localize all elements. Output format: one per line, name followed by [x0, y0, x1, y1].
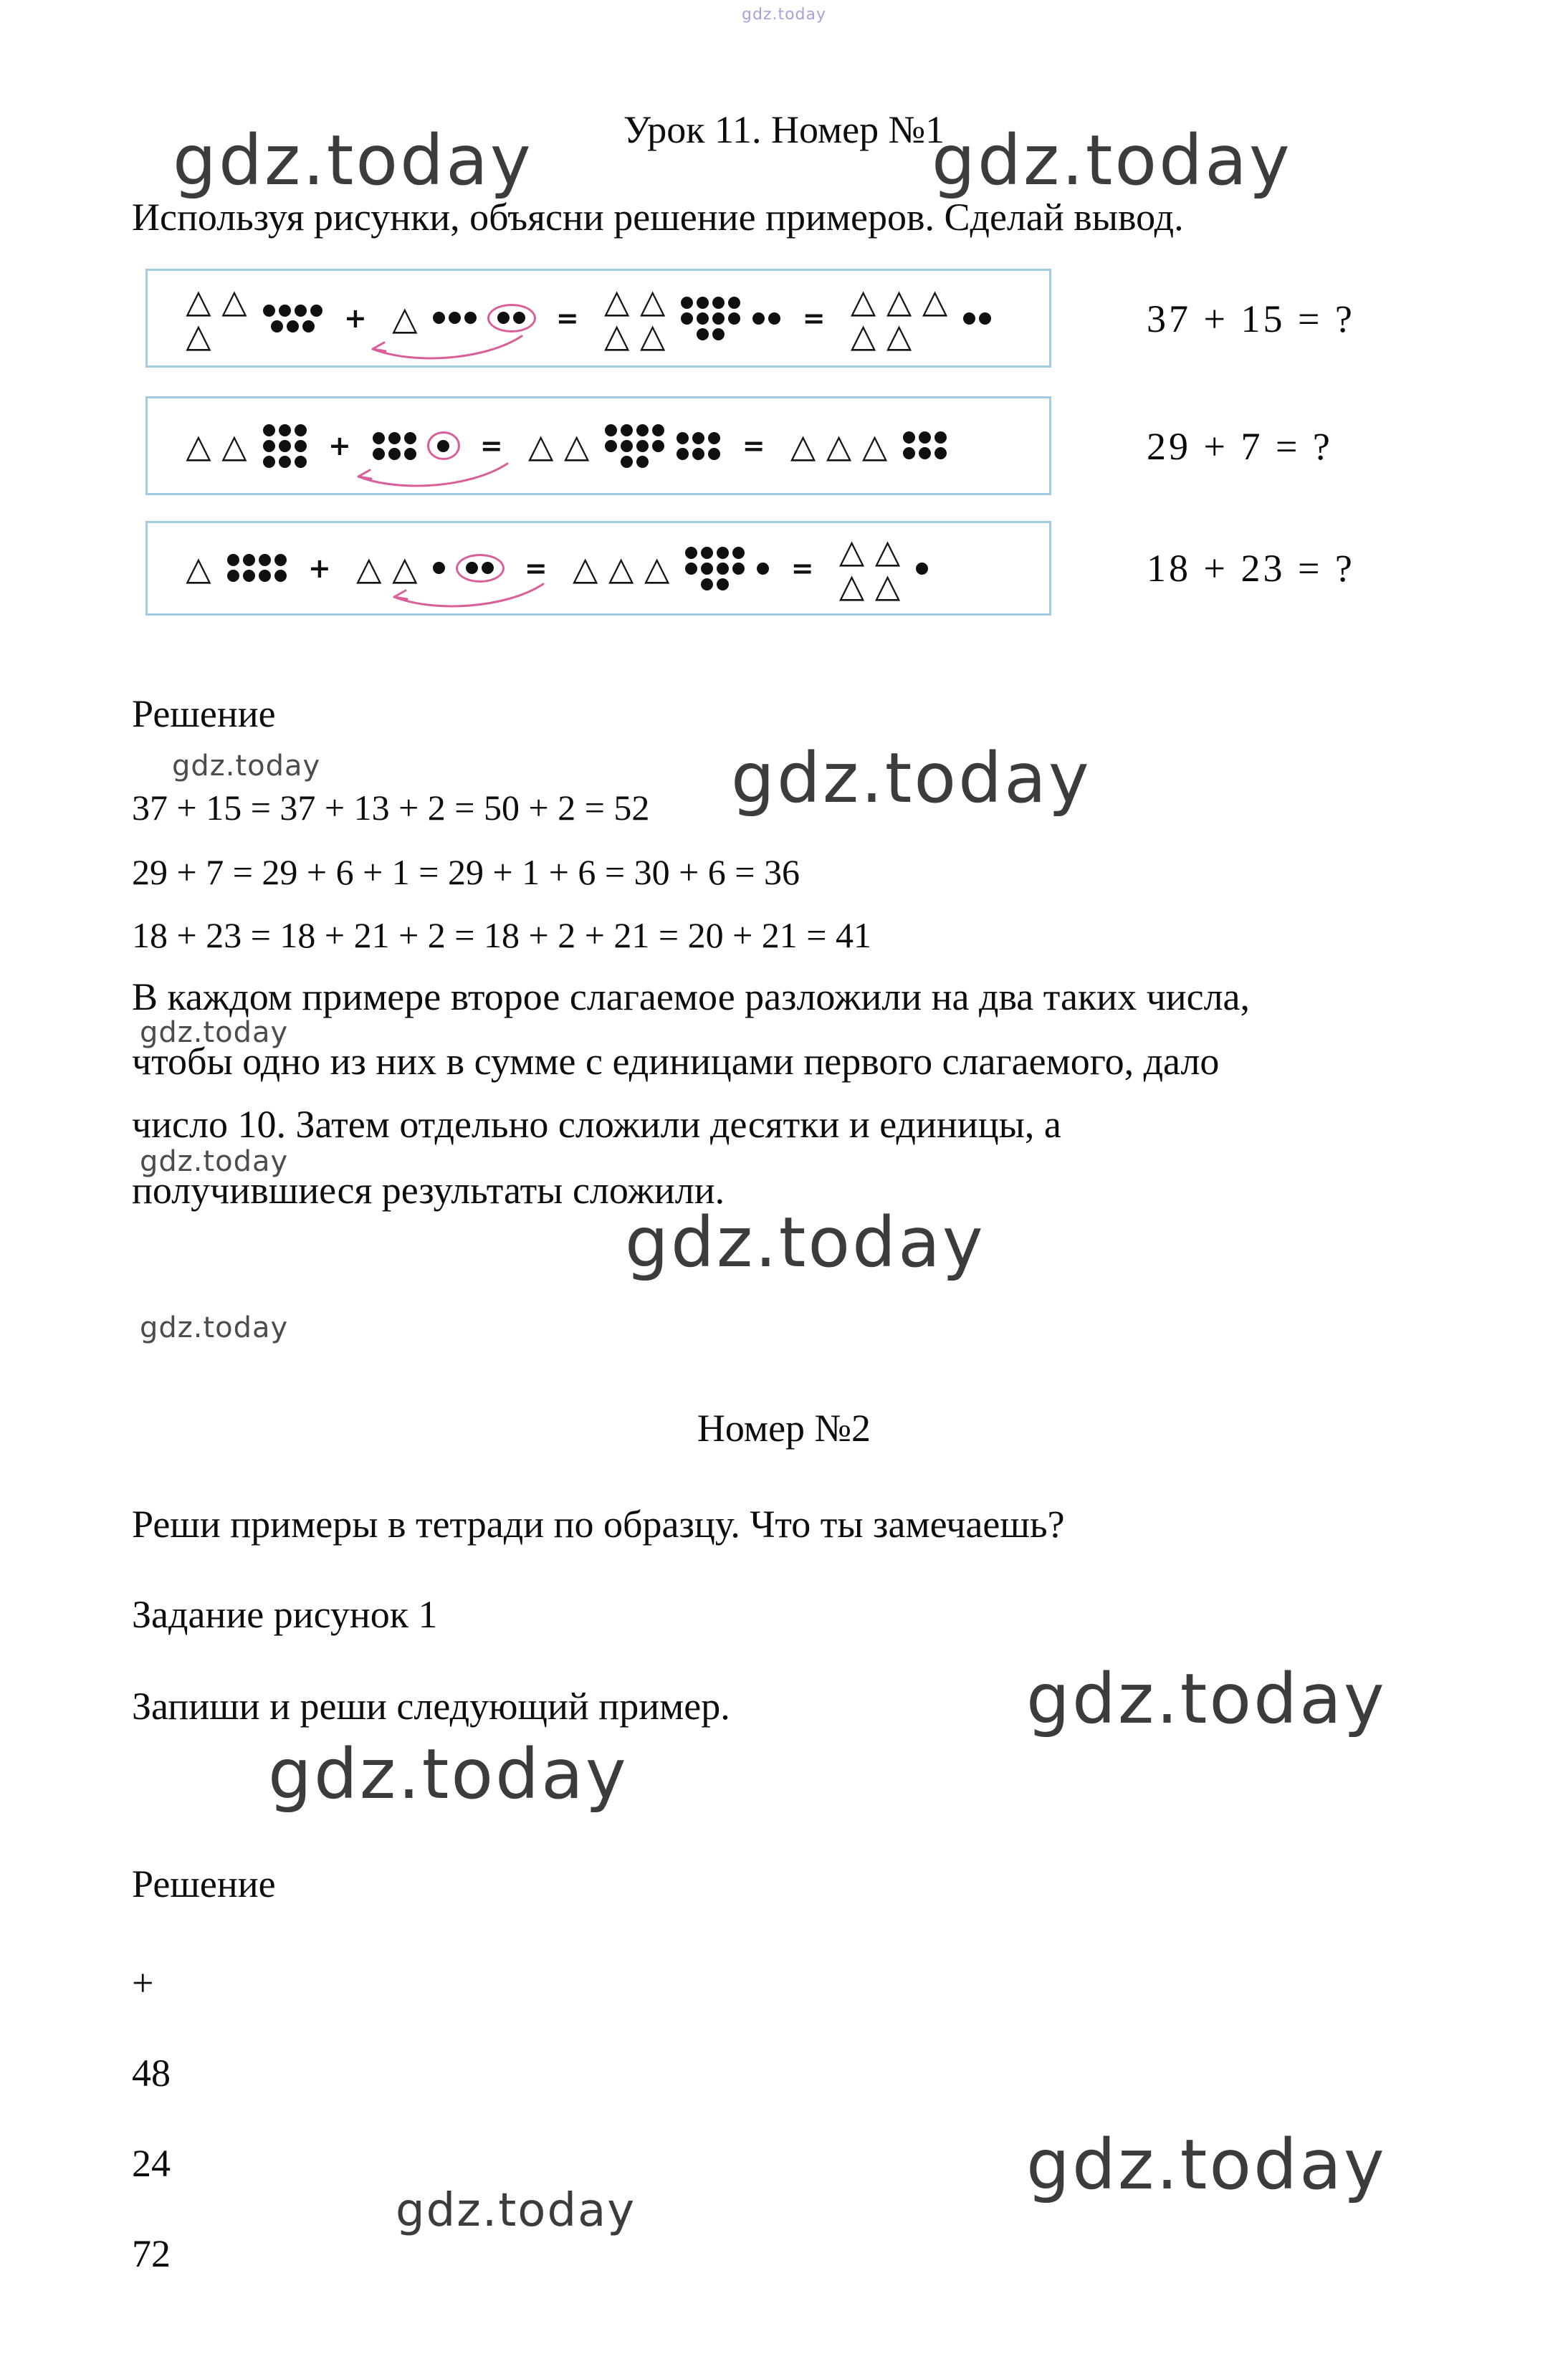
- triangle-icon: △: [838, 566, 865, 605]
- plus-operator: +: [328, 430, 351, 461]
- dot-icon: [712, 312, 725, 325]
- dot-cluster: [431, 310, 479, 326]
- watermark: gdz.today: [140, 1145, 289, 1178]
- column-addend-1: 48: [132, 2052, 171, 2095]
- task1-instruction: Используя рисунки, объясни решение примеров. Сделай вывод.: [132, 196, 1184, 239]
- figure-equation-1: 37 + 15 = ?: [1147, 297, 1355, 340]
- dot-icon: [274, 554, 287, 566]
- figure-equation-3: 18 + 23 = ?: [1147, 547, 1355, 590]
- dot-icon: [692, 432, 704, 444]
- regroup-arrow-icon: [384, 580, 549, 611]
- triangle-group: [568, 548, 675, 588]
- dot-icon: [752, 312, 765, 325]
- picture-group: [387, 298, 536, 338]
- circled-dots: [427, 431, 460, 460]
- dot-icon: [295, 456, 307, 468]
- equals-operator: =: [555, 302, 579, 334]
- dot-icon: [636, 424, 649, 436]
- triangle-group: [181, 548, 216, 588]
- dot-icon: [437, 440, 449, 452]
- dot-icon: [259, 570, 271, 582]
- picture-group: [785, 426, 949, 465]
- triangle-group: [785, 426, 893, 465]
- triangle-icon: △: [527, 426, 554, 465]
- dot-icon: [697, 297, 709, 309]
- triangle-icon: △: [603, 316, 630, 355]
- dot-icon: [732, 547, 745, 559]
- dot-icon: [916, 563, 928, 575]
- dot-cluster: [962, 310, 993, 326]
- watermark: gdz.today: [1026, 2125, 1387, 2205]
- dot-icon: [652, 440, 664, 452]
- dot-cluster: [431, 560, 447, 576]
- dot-icon: [373, 432, 385, 444]
- dot-icon: [712, 328, 725, 340]
- triangle-icon: △: [922, 281, 948, 320]
- triangle-icon: △: [850, 281, 876, 320]
- triangle-icon: △: [221, 281, 247, 320]
- explanation-line-4: получившиеся результаты сложили.: [132, 1169, 725, 1212]
- triangle-icon: △: [186, 281, 211, 320]
- dot-icon: [697, 328, 709, 340]
- picture-group: [181, 548, 288, 588]
- triangle-icon: △: [572, 548, 598, 588]
- dot-cluster: [261, 302, 324, 334]
- picture-group: [181, 422, 308, 469]
- dot-icon: [464, 312, 477, 324]
- plus-operator: +: [308, 552, 331, 584]
- task2-instruction: Реши примеры в тетради по образцу. Что ты замечаешь?: [132, 1503, 1065, 1546]
- dot-icon: [605, 440, 617, 452]
- dot-cluster: [679, 295, 742, 342]
- column-addend-2: 24: [132, 2142, 171, 2185]
- triangle-group: [846, 281, 953, 355]
- equals-operator: =: [802, 302, 826, 334]
- dot-icon: [274, 570, 287, 582]
- figure-content-2: [181, 422, 1038, 469]
- triangle-icon: △: [186, 426, 211, 465]
- dot-cluster: [371, 430, 419, 461]
- triangle-icon: △: [639, 316, 666, 355]
- triangle-group: [181, 281, 252, 355]
- picture-group: [371, 430, 460, 461]
- dot-icon: [728, 297, 740, 309]
- dot-icon: [963, 312, 975, 325]
- dot-icon: [388, 432, 401, 444]
- dot-icon: [263, 456, 275, 468]
- picture-group: [181, 281, 324, 355]
- column-sum: 72: [132, 2232, 171, 2275]
- watermark: gdz.today: [932, 120, 1292, 201]
- dot-icon: [497, 312, 510, 324]
- dot-icon: [243, 570, 255, 582]
- triangle-icon: △: [221, 426, 247, 465]
- dot-icon: [701, 563, 713, 575]
- dot-icon: [295, 305, 307, 317]
- picture-group: [599, 281, 783, 355]
- triangle-icon: △: [886, 281, 912, 320]
- triangle-group: [387, 298, 423, 338]
- solution-heading: Решение: [132, 692, 276, 735]
- dot-icon: [271, 320, 283, 332]
- triangle-icon: △: [790, 426, 816, 465]
- dot-cluster: [755, 560, 771, 576]
- dot-cluster: [902, 430, 949, 461]
- dot-icon: [685, 547, 697, 559]
- dot-icon: [712, 297, 725, 309]
- dot-icon: [449, 312, 461, 324]
- dot-icon: [934, 431, 947, 444]
- dot-icon: [692, 448, 704, 460]
- dot-icon: [732, 563, 745, 575]
- dot-icon: [919, 431, 931, 444]
- dot-icon: [605, 424, 617, 436]
- triangle-icon: △: [608, 548, 634, 588]
- dot-icon: [677, 448, 689, 460]
- solution-line-1: 37 + 15 = 37 + 13 + 2 = 50 + 2 = 52: [132, 788, 650, 828]
- dot-icon: [701, 547, 713, 559]
- page-title: Урок 11. Номер №1: [623, 108, 945, 151]
- dot-icon: [279, 456, 291, 468]
- dot-icon: [708, 432, 720, 444]
- triangle-icon: △: [603, 281, 630, 320]
- picture-group: [568, 545, 771, 592]
- watermark: gdz.today: [625, 1202, 985, 1283]
- dot-icon: [903, 447, 915, 459]
- explanation-line-1: В каждом примере второе слагаемое разложили на два таких числа,: [132, 975, 1251, 1018]
- triangle-group: [599, 281, 671, 355]
- triangle-icon: △: [356, 548, 382, 588]
- triangle-icon: △: [850, 316, 876, 355]
- equals-operator: =: [524, 552, 548, 584]
- watermark: gdz.today: [1026, 1659, 1387, 1739]
- dot-icon: [717, 547, 729, 559]
- dot-icon: [681, 312, 693, 325]
- equals-operator: =: [479, 430, 503, 461]
- triangle-icon: △: [186, 316, 211, 355]
- triangle-icon: △: [639, 281, 666, 320]
- watermark-top: gdz.today: [741, 6, 827, 24]
- dot-icon: [677, 432, 689, 444]
- triangle-group: [523, 426, 595, 465]
- dot-icon: [433, 562, 445, 574]
- dot-icon: [279, 440, 291, 452]
- dot-icon: [697, 312, 709, 325]
- triangle-icon: △: [838, 531, 865, 570]
- dot-icon: [404, 432, 416, 444]
- regroup-arrow-icon: [363, 332, 527, 363]
- dot-icon: [728, 312, 740, 325]
- watermark: gdz.today: [140, 1016, 289, 1049]
- watermark: gdz.today: [731, 738, 1091, 818]
- task2-prompt: Запиши и реши следующий пример.: [132, 1685, 730, 1728]
- watermark: gdz.today: [173, 120, 533, 201]
- equals-operator: =: [742, 430, 765, 461]
- dot-cluster: [603, 422, 666, 469]
- explanation-line-3: число 10. Затем отдельно сложили десятки и единицы, а: [132, 1103, 1061, 1146]
- picture-group: [523, 422, 722, 469]
- dot-icon: [404, 448, 416, 460]
- triangle-icon: △: [826, 426, 852, 465]
- triangle-icon: △: [874, 566, 901, 605]
- figure-box-2: [145, 396, 1051, 495]
- dot-icon: [636, 456, 649, 468]
- dot-cluster: [684, 545, 747, 592]
- dot-icon: [903, 431, 915, 444]
- dot-icon: [263, 305, 275, 317]
- dot-icon: [466, 562, 478, 574]
- dot-icon: [919, 447, 931, 459]
- dot-icon: [433, 312, 445, 324]
- dot-icon: [263, 440, 275, 452]
- dot-cluster: [261, 422, 308, 469]
- dot-icon: [302, 320, 315, 332]
- dot-icon: [708, 448, 720, 460]
- dot-icon: [243, 554, 255, 566]
- solution-line-3: 18 + 23 = 18 + 21 + 2 = 18 + 2 + 21 = 20 + 21 = 41: [132, 915, 871, 955]
- dot-icon: [310, 305, 322, 317]
- triangle-icon: △: [644, 548, 670, 588]
- triangle-icon: △: [392, 548, 418, 588]
- triangle-icon: △: [392, 298, 418, 338]
- dot-icon: [979, 312, 991, 325]
- dot-icon: [652, 424, 664, 436]
- dot-cluster: [914, 560, 930, 576]
- triangle-icon: △: [186, 548, 211, 588]
- dot-icon: [717, 563, 729, 575]
- dot-icon: [757, 563, 769, 575]
- figure-content-3: [181, 531, 1038, 605]
- task2-title: Номер №2: [697, 1407, 871, 1450]
- dot-icon: [227, 554, 239, 566]
- figure-box-1: [145, 269, 1051, 368]
- figure-content-1: [181, 281, 1038, 355]
- dot-icon: [685, 563, 697, 575]
- dot-icon: [259, 554, 271, 566]
- dot-icon: [701, 578, 713, 590]
- watermark: gdz.today: [396, 2184, 636, 2237]
- explanation-line-2: чтобы одно из них в сумме с единицами первого слагаемого, дало: [132, 1040, 1220, 1083]
- dot-icon: [295, 440, 307, 452]
- plus-operator: +: [344, 302, 367, 334]
- watermark: gdz.today: [268, 1734, 628, 1814]
- dot-icon: [388, 448, 401, 460]
- triangle-icon: △: [563, 426, 590, 465]
- circled-dots: [456, 554, 505, 583]
- dot-icon: [513, 312, 525, 324]
- watermark: gdz.today: [172, 750, 321, 783]
- watermark: gdz.today: [140, 1311, 289, 1344]
- dot-icon: [227, 570, 239, 582]
- dot-cluster: [675, 430, 722, 461]
- circled-dots: [487, 304, 536, 332]
- dot-icon: [279, 424, 291, 436]
- figure-box-3: [145, 521, 1051, 616]
- dot-icon: [768, 312, 780, 325]
- triangle-group: [181, 426, 252, 465]
- dot-icon: [621, 440, 633, 452]
- triangle-icon: △: [886, 316, 912, 355]
- triangle-icon: △: [874, 531, 901, 570]
- dot-icon: [482, 562, 494, 574]
- task2-solution-heading: Решение: [132, 1862, 276, 1905]
- equals-operator: =: [790, 552, 814, 584]
- dot-icon: [279, 305, 291, 317]
- dot-icon: [263, 424, 275, 436]
- dot-icon: [373, 448, 385, 460]
- dot-icon: [636, 440, 649, 452]
- dot-icon: [621, 424, 633, 436]
- task2-figure-label: Задание рисунок 1: [132, 1593, 438, 1636]
- dot-icon: [287, 320, 299, 332]
- regroup-arrow-icon: [348, 459, 513, 491]
- triangle-group: [834, 531, 906, 605]
- column-plus-operator: +: [132, 1961, 154, 2004]
- triangle-icon: △: [861, 426, 888, 465]
- dot-cluster: [751, 310, 783, 326]
- dot-icon: [934, 447, 947, 459]
- dot-icon: [621, 456, 633, 468]
- dot-icon: [681, 297, 693, 309]
- dot-cluster: [225, 552, 288, 584]
- dot-icon: [295, 424, 307, 436]
- picture-group: [834, 531, 930, 605]
- figure-equation-2: 29 + 7 = ?: [1147, 425, 1333, 468]
- picture-group: [846, 281, 993, 355]
- solution-line-2: 29 + 7 = 29 + 6 + 1 = 29 + 1 + 6 = 30 + 6 = 36: [132, 852, 800, 892]
- dot-icon: [717, 578, 729, 590]
